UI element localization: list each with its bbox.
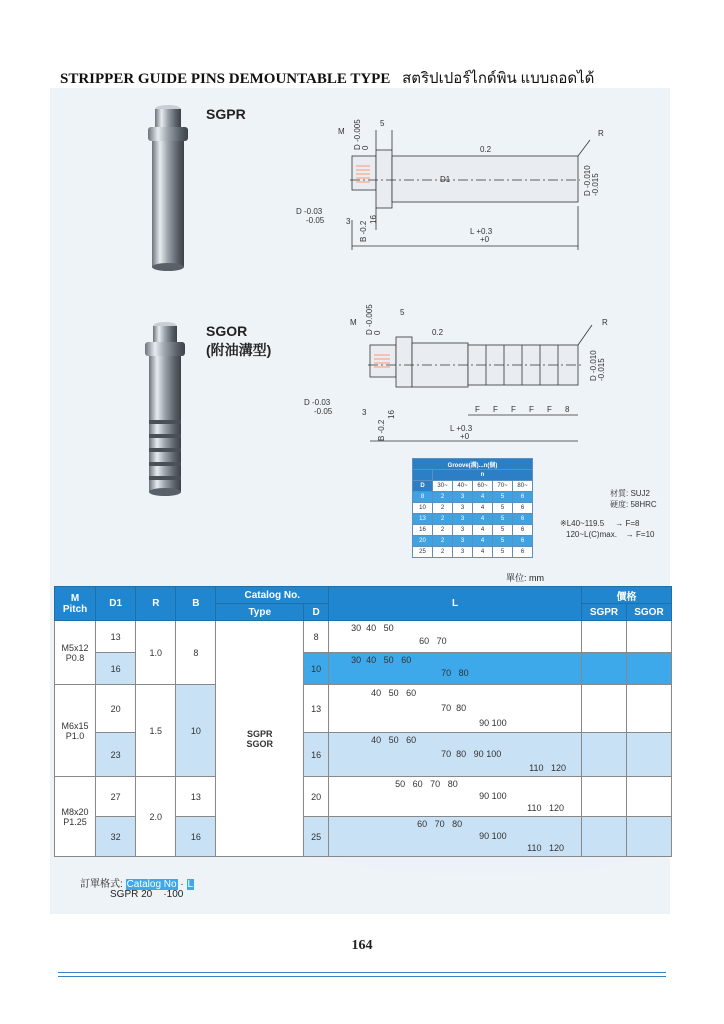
- d1-cell: 27: [96, 777, 136, 817]
- col-m: M: [70, 592, 80, 604]
- col-catalog: Catalog No.: [216, 587, 329, 604]
- l-values: 90 100: [479, 791, 507, 801]
- sgor-price-cell[interactable]: [626, 621, 671, 653]
- sgpr-drawing-five: 5: [380, 119, 385, 128]
- groove-cell: 6: [513, 525, 533, 536]
- sgor-drawing-three: 3: [362, 408, 367, 417]
- sgor-price-cell[interactable]: [626, 817, 671, 857]
- groove-cell: 4: [473, 525, 493, 536]
- sgpr-price-cell[interactable]: [582, 733, 627, 777]
- sgor-drawing-sixteen: 16: [387, 410, 396, 419]
- sgpr-drawing-three: 3: [346, 217, 351, 226]
- order-catalog: Catalog No: [126, 879, 177, 890]
- col-sgor-price: SGOR: [626, 604, 671, 621]
- sgpr-price-cell[interactable]: [582, 777, 627, 817]
- groove-cell: 4: [473, 547, 493, 558]
- groove-cell: 2: [433, 536, 453, 547]
- sgor-price-cell[interactable]: [626, 653, 671, 685]
- sgpr-drawing-m-label: M: [338, 127, 345, 136]
- groove-row: [413, 547, 533, 558]
- sgpr-drawing-d-tol: D -0.005: [353, 119, 362, 150]
- l-cell: [329, 653, 582, 685]
- sgpr-drawing-b-tol: B -0.2: [359, 220, 368, 242]
- groove-cell: 3: [453, 525, 473, 536]
- l-values: 40 50 60: [371, 735, 417, 745]
- pitch-value: P1.0: [65, 730, 85, 741]
- groove-cell: 4: [473, 503, 493, 514]
- groove-cell: 13: [413, 514, 433, 525]
- col-d: D: [304, 604, 329, 621]
- page-number: 164: [351, 938, 373, 953]
- sgpr-drawing-d-right2: -0.015: [591, 173, 600, 196]
- sgpr-drawing-d-left: D -0.03: [296, 207, 323, 216]
- sgor-price-cell[interactable]: [626, 733, 671, 777]
- d1-cell: 20: [96, 685, 136, 733]
- l-values: 50 60 70 80: [395, 779, 458, 789]
- sgpr-price-cell[interactable]: [582, 685, 627, 733]
- m-value: M6x15: [61, 720, 89, 731]
- col-price: 價格: [582, 587, 672, 604]
- sgor-drawing-f4: F: [529, 405, 534, 414]
- m-pitch-cell: [55, 685, 96, 777]
- sgpr-drawing-sixteen: 16: [369, 215, 378, 224]
- sgor-label: SGOR: [206, 323, 248, 339]
- sgor-drawing-d-left: D -0.03: [304, 398, 331, 407]
- col-m-pitch: [55, 587, 96, 621]
- d-cell: 25: [304, 817, 329, 857]
- groove-cell: 3: [453, 547, 473, 558]
- sgor-drawing-d-right: D -0.010: [589, 350, 598, 381]
- pitch-value: P0.8: [65, 652, 85, 663]
- sgpr-drawing-d-left2: -0.05: [306, 216, 325, 225]
- l-cell: [329, 817, 582, 857]
- groove-cell: 5: [493, 525, 513, 536]
- groove-note-1: ※L40~119.5 → F=8: [560, 519, 640, 528]
- type-sgpr: SGPR: [246, 728, 273, 739]
- sgor-drawing-b-tol: B -0.2: [377, 419, 386, 441]
- groove-cell: 4: [473, 514, 493, 525]
- groove-cell: 2: [433, 525, 453, 536]
- groove-cell: 6: [513, 503, 533, 514]
- sgor-drawing-f5: F: [547, 405, 552, 414]
- sgpr-drawing-r: R: [598, 129, 604, 138]
- sgor-drawing-f3: F: [511, 405, 516, 414]
- l-cell: [329, 777, 582, 817]
- groove-cell: 3: [453, 492, 473, 503]
- d1-cell: 13: [96, 621, 136, 653]
- m-pitch-cell: [55, 621, 96, 685]
- title-english: STRIPPER GUIDE PINS DEMOUNTABLE TYPE: [60, 71, 391, 87]
- title-thai: สตริปเปอร์ไกด์พิน แบบถอดได้: [402, 71, 595, 87]
- groove-col: 80~: [513, 481, 533, 492]
- sgor-drawing-five: 5: [400, 308, 405, 317]
- l-values: 110 120: [527, 803, 565, 813]
- groove-cell: 2: [433, 547, 453, 558]
- groove-note-2: 120~L(C)max. → F=10: [566, 530, 655, 539]
- col-pitch: Pitch: [62, 603, 88, 615]
- sgor-drawing-runout: 0.2: [432, 328, 444, 337]
- groove-cell: 4: [473, 536, 493, 547]
- groove-cell: 4: [473, 492, 493, 503]
- sgpr-drawing: [290, 110, 620, 260]
- d1-cell: 32: [96, 817, 136, 857]
- sgpr-pin-photo: [138, 103, 198, 273]
- sgor-price-cell[interactable]: [626, 685, 671, 733]
- groove-row: [413, 536, 533, 547]
- groove-row: [413, 503, 533, 514]
- d-cell: 20: [304, 777, 329, 817]
- l-cell: [329, 733, 582, 777]
- sgor-drawing-d-right2: -0.015: [597, 358, 606, 381]
- l-values: 90 100: [479, 831, 507, 841]
- l-values: 70 80 90 100: [441, 749, 502, 759]
- groove-row: [413, 492, 533, 503]
- groove-table-d: D: [413, 481, 433, 492]
- sgor-drawing-d-tol: D -0.005: [365, 304, 374, 335]
- sgpr-drawing-d-right: D -0.010: [583, 165, 592, 196]
- sgor-price-cell[interactable]: [626, 777, 671, 817]
- groove-cell: 5: [493, 547, 513, 558]
- groove-col: 70~: [493, 481, 513, 492]
- sgpr-drawing-l-tol: L +0.3: [470, 227, 493, 236]
- hardness-label: 硬度: 58HRC: [610, 500, 657, 509]
- groove-cell: 5: [493, 503, 513, 514]
- d1-cell: 23: [96, 733, 136, 777]
- table-row: [55, 685, 672, 733]
- sgor-drawing-d-left2: -0.05: [314, 407, 333, 416]
- l-values: 110 120: [527, 843, 565, 853]
- col-r: R: [136, 587, 176, 621]
- groove-table-title: Groove(溝)...n(個): [413, 459, 533, 470]
- l-cell: [329, 685, 582, 733]
- col-d1: D1: [96, 587, 136, 621]
- groove-cell: 5: [493, 492, 513, 503]
- sgor-drawing-l-zero: +0: [460, 432, 470, 441]
- d-cell: 8: [304, 621, 329, 653]
- l-values: 60 70: [419, 636, 447, 646]
- sgor-subtitle: (附油溝型): [206, 342, 272, 358]
- sgpr-price-cell[interactable]: [582, 621, 627, 653]
- groove-cell: 6: [513, 547, 533, 558]
- sgpr-drawing-d1: D1: [440, 175, 451, 184]
- groove-cell: 2: [433, 514, 453, 525]
- r-cell: 2.0: [136, 777, 176, 857]
- order-example: SGPR 20 ·100: [110, 889, 184, 900]
- groove-col: 30~: [433, 481, 453, 492]
- order-label: 訂單格式:: [80, 879, 123, 890]
- r-cell: 1.0: [136, 621, 176, 685]
- groove-cell: 2: [433, 503, 453, 514]
- sgor-drawing-m-label: M: [350, 318, 357, 327]
- type-sgor: SGOR: [246, 738, 273, 749]
- sgor-drawing-f1: F: [475, 405, 480, 414]
- page-title: [60, 66, 594, 90]
- sgpr-drawing-runout: 0.2: [480, 145, 492, 154]
- d-cell: 10: [304, 653, 329, 685]
- groove-cell: 10: [413, 503, 433, 514]
- groove-row: [413, 525, 533, 536]
- d1-cell: 16: [96, 653, 136, 685]
- groove-cell: 2: [433, 492, 453, 503]
- sgpr-price-cell[interactable]: [582, 653, 627, 685]
- groove-table-blank: [413, 470, 433, 481]
- order-l: L: [187, 879, 194, 890]
- groove-row: [413, 514, 533, 525]
- col-sgpr-price: SGPR: [582, 604, 627, 621]
- groove-cell: 3: [453, 514, 473, 525]
- groove-cell: 6: [513, 514, 533, 525]
- type-cell: [216, 621, 304, 857]
- m-pitch-cell: [55, 777, 96, 857]
- b-cell: 16: [176, 817, 216, 857]
- groove-table-n: n: [433, 470, 533, 481]
- groove-cell: 5: [493, 536, 513, 547]
- groove-cell: 8: [413, 492, 433, 503]
- sgpr-label: SGPR: [206, 106, 246, 122]
- sgpr-price-cell[interactable]: [582, 817, 627, 857]
- sgor-drawing-l-tol: L +0.3: [450, 424, 473, 433]
- material-label: 材質: SUJ2: [610, 489, 651, 498]
- sgor-drawing-zero: 0: [373, 330, 382, 335]
- unit-label: 單位: mm: [506, 573, 544, 583]
- groove-col: 60~: [473, 481, 493, 492]
- table-row: [55, 621, 672, 653]
- groove-col: 40~: [453, 481, 473, 492]
- footer-rule-2: [58, 976, 666, 977]
- groove-cell: 6: [513, 492, 533, 503]
- sgpr-drawing-l-zero: +0: [480, 235, 490, 244]
- l-values: 40 50 60: [371, 688, 417, 698]
- l-cell: [329, 621, 582, 653]
- groove-cell: 20: [413, 536, 433, 547]
- l-values: 70 80: [441, 668, 469, 678]
- l-values: 60 70 80: [417, 819, 463, 829]
- sgor-pin-photo: [135, 320, 195, 500]
- l-values: 110 120: [529, 763, 567, 773]
- l-values: 30 40 50 60: [351, 655, 412, 665]
- l-values: 70 80: [441, 703, 467, 713]
- sgor-drawing-eight: 8: [565, 405, 570, 414]
- spec-table: [54, 586, 672, 857]
- order-dot: ·: [180, 879, 184, 890]
- r-cell: 1.5: [136, 685, 176, 777]
- m-value: M8x20: [61, 806, 89, 817]
- d-cell: 16: [304, 733, 329, 777]
- col-l: L: [329, 587, 582, 621]
- col-type: Type: [216, 604, 304, 621]
- order-format: [80, 875, 194, 890]
- l-values: 30 40 50: [351, 623, 394, 633]
- pitch-value: P1.25: [63, 816, 87, 827]
- table-row: [55, 777, 672, 817]
- l-values: 90 100: [479, 718, 507, 728]
- b-cell: 8: [176, 621, 216, 685]
- groove-cell: 3: [453, 536, 473, 547]
- sgpr-drawing-zero: 0: [361, 145, 370, 150]
- b-cell: 13: [176, 777, 216, 817]
- footer-rule-1: [58, 972, 666, 973]
- col-b: B: [176, 587, 216, 621]
- groove-cell: 25: [413, 547, 433, 558]
- b-cell: 10: [176, 685, 216, 777]
- d-cell: 13: [304, 685, 329, 733]
- groove-cell: 3: [453, 503, 473, 514]
- groove-cell: 16: [413, 525, 433, 536]
- sgor-drawing-f2: F: [493, 405, 498, 414]
- sgor-drawing: [300, 295, 630, 450]
- groove-cell: 6: [513, 536, 533, 547]
- sgor-drawing-r: R: [602, 318, 608, 327]
- groove-table: [412, 458, 533, 558]
- m-value: M5x12: [61, 642, 89, 653]
- groove-cell: 5: [493, 514, 513, 525]
